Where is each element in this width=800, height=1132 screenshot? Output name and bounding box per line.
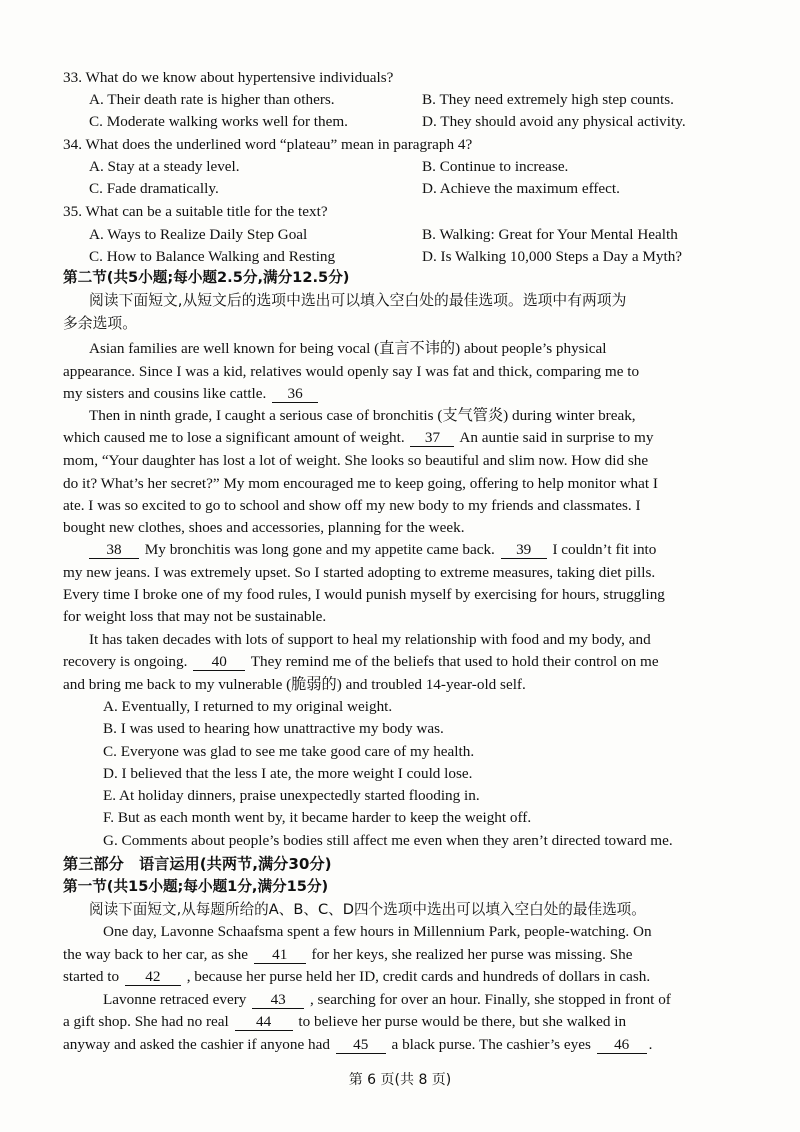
cloze-p1-line-2 bbox=[63, 945, 633, 965]
q35-option-a: A. Ways to Realize Daily Step Goal bbox=[89, 226, 308, 243]
passage-p4-text-a: recovery is ongoing. bbox=[63, 653, 188, 670]
passage-p2-line-3: mom, “Your daughter has lost a lot of weight. She looks so beautiful and slim now. How did she bbox=[63, 452, 649, 469]
passage-p1-text: my sisters and cousins like cattle. bbox=[63, 385, 267, 402]
cloze-p2-text-a: Lavonne retraced every bbox=[103, 991, 247, 1008]
cloze-p2-line-3 bbox=[63, 1035, 652, 1055]
passage-option-e: E. At holiday dinners, praise unexpectedly started flooding in. bbox=[103, 787, 480, 804]
passage-p3-text-b: I couldn’t fit into bbox=[552, 541, 657, 558]
blank-37: 37 bbox=[410, 429, 454, 447]
cloze-p1-line-1: One day, Lavonne Schaafsma spent a few hours in Millennium Park, people-watching. On bbox=[103, 923, 652, 940]
passage-p1-line-3 bbox=[63, 384, 320, 404]
passage-p4-text-b: They remind me of the beliefs that used to hold their control on me bbox=[250, 653, 659, 670]
cloze-p2-text-c: a gift shop. She had no real bbox=[63, 1013, 229, 1030]
passage-p2-line-5: ate. I was so excited to go to school and show off my new body to my friends and classmates. I bbox=[63, 497, 641, 514]
passage-p3-line-3: Every time I broke one of my food rules, I would punish myself by exercising for hours, struggling bbox=[63, 586, 665, 603]
cloze-p2-text-e: anyway and asked the cashier if anyone had bbox=[63, 1036, 330, 1053]
q33-option-b: B. They need extremely high step counts. bbox=[422, 91, 674, 108]
passage-p3-line-4: for weight loss that may not be sustainable. bbox=[63, 608, 327, 625]
q34-option-d: D. Achieve the maximum effect. bbox=[422, 180, 620, 197]
cloze-p1-text-d: , because her purse held her ID, credit cards and hundreds of dollars in cash. bbox=[186, 968, 651, 985]
passage-p2-text-a: which caused me to lose a significant amount of weight. bbox=[63, 429, 405, 446]
blank-40: 40 bbox=[193, 653, 245, 671]
part-3-heading: 第三部分 语言运用(共两节,满分30分) bbox=[63, 855, 332, 873]
cloze-p2-text-b: , searching for over an hour. Finally, she stopped in front of bbox=[309, 991, 671, 1008]
q34-option-c: C. Fade dramatically. bbox=[89, 180, 219, 197]
cloze-p2-end-period: . bbox=[648, 1036, 653, 1053]
q33-option-a: A. Their death rate is higher than others. bbox=[89, 91, 335, 108]
section-2-instruction-line-2: 多余选项。 bbox=[63, 315, 137, 332]
q35-option-b: B. Walking: Great for Your Mental Health bbox=[422, 226, 678, 243]
q34-option-a: A. Stay at a steady level. bbox=[89, 158, 240, 175]
passage-p2-line-1: Then in ninth grade, I caught a serious case of bronchitis (支气管炎) during winter break, bbox=[89, 407, 636, 424]
cloze-p1-text-c: started to bbox=[63, 968, 120, 985]
passage-p1-line-1: Asian families are well known for being vocal (直言不讳的) about people’s physical bbox=[89, 340, 607, 357]
passage-p3-line-1 bbox=[89, 540, 656, 560]
blank-44: 44 bbox=[235, 1013, 293, 1031]
cloze-p2-line-1 bbox=[103, 990, 671, 1010]
passage-p3-text-a: My bronchitis was long gone and my appetite came back. bbox=[144, 541, 495, 558]
blank-36: 36 bbox=[272, 385, 318, 403]
passage-p4-line-2 bbox=[63, 652, 659, 672]
question-35-stem: 35. What can be a suitable title for the text? bbox=[63, 203, 328, 220]
q33-option-c: C. Moderate walking works well for them. bbox=[89, 113, 348, 130]
passage-option-d: D. I believed that the less I ate, the more weight I could lose. bbox=[103, 765, 473, 782]
passage-p2-line-6: bought new clothes, shoes and accessories, planning for the week. bbox=[63, 519, 465, 536]
question-33-stem: 33. What do we know about hypertensive individuals? bbox=[63, 69, 394, 86]
blank-43: 43 bbox=[252, 991, 304, 1009]
page-footer: 第 6 页(共 8 页) bbox=[348, 1072, 452, 1088]
passage-p4-line-1: It has taken decades with lots of support to heal my relationship with food and my body, and bbox=[89, 631, 651, 648]
blank-45: 45 bbox=[336, 1036, 386, 1054]
passage-p2-text-b: An auntie said in surprise to my bbox=[459, 429, 654, 446]
passage-option-c: C. Everyone was glad to see me take good care of my health. bbox=[103, 743, 475, 760]
section-2-heading: 第二节(共5小题;每小题2.5分,满分12.5分) bbox=[63, 269, 350, 286]
passage-p3-line-2: my new jeans. I was extremely upset. So I started adopting to extreme measures, taking diet pills. bbox=[63, 564, 656, 581]
blank-41: 41 bbox=[254, 946, 306, 964]
passage-p4-line-3: and bring me back to my vulnerable (脆弱的) and troubled 14-year-old self. bbox=[63, 676, 526, 693]
blank-46: 46 bbox=[597, 1036, 647, 1054]
q34-option-b: B. Continue to increase. bbox=[422, 158, 569, 175]
blank-38: 38 bbox=[89, 541, 139, 559]
passage-p2-line-2 bbox=[63, 428, 653, 448]
part-3-instruction: 阅读下面短文,从每题所给的A、B、C、D四个选项中选出可以填入空白处的最佳选项。 bbox=[89, 901, 646, 918]
q35-option-d: D. Is Walking 10,000 Steps a Day a Myth? bbox=[422, 248, 683, 265]
passage-option-g: G. Comments about people’s bodies still affect me even when they aren’t directed toward me. bbox=[103, 832, 673, 849]
cloze-p2-text-d: to believe her purse would be there, but she walked in bbox=[298, 1013, 627, 1030]
passage-option-a: A. Eventually, I returned to my original weight. bbox=[103, 698, 393, 715]
part-3-section-1-heading: 第一节(共15小题;每小题1分,满分15分) bbox=[63, 878, 329, 895]
passage-p2-line-4: do it? What’s her secret?” My mom encouraged me to keep going, offering to help monitor what I bbox=[63, 475, 658, 492]
cloze-p1-text-b: for her keys, she realized her purse was missing. She bbox=[311, 946, 633, 963]
blank-39: 39 bbox=[501, 541, 547, 559]
passage-option-f: F. But as each month went by, it became harder to keep the weight off. bbox=[103, 809, 532, 826]
blank-42: 42 bbox=[125, 968, 181, 986]
cloze-p1-line-3 bbox=[63, 967, 650, 987]
section-2-instruction-line-1: 阅读下面短文,从短文后的选项中选出可以填入空白处的最佳选项。选项中有两项为 bbox=[89, 292, 627, 309]
cloze-p2-text-f: a black purse. The cashier’s eyes bbox=[391, 1036, 591, 1053]
question-34-stem: 34. What does the underlined word “plateau” mean in paragraph 4? bbox=[63, 136, 473, 153]
q35-option-c: C. How to Balance Walking and Resting bbox=[89, 248, 336, 265]
passage-p1-line-2: appearance. Since I was a kid, relatives would openly say I was fat and thick, comparing me to bbox=[63, 363, 640, 380]
q33-option-d: D. They should avoid any physical activity. bbox=[422, 113, 686, 130]
cloze-p2-line-2 bbox=[63, 1012, 626, 1032]
cloze-p1-text-a: the way back to her car, as she bbox=[63, 946, 248, 963]
passage-option-b: B. I was used to hearing how unattractive my body was. bbox=[103, 720, 444, 737]
